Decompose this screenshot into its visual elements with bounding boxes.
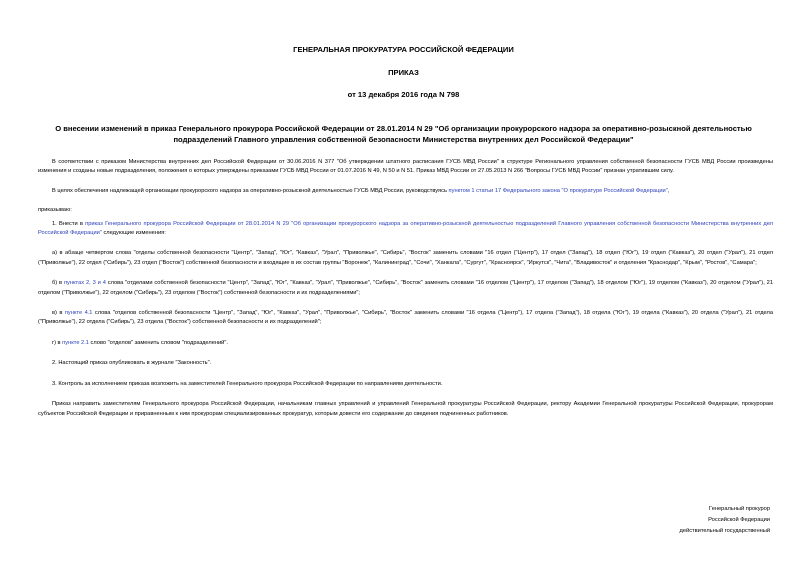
item-g: [38, 339, 773, 348]
item-2: 2. Настоящий приказ опубликовать в журнале "Законность".: [52, 360, 212, 367]
document-subject: О внесении изменений в приказ Генерального прокурора Российской Федерации от 28.01.2014 N 29 "Об организации прокурорского надзора за оперативно-розыскной деятельностью подразделений Главного управления собственной безопасности Министерства внутренних дел Российской Федерации": [55, 124, 752, 144]
signature-line-1: Генеральный прокурор: [709, 506, 770, 512]
paragraph-basis: В соответствии с приказом Министерства внутренних дел Российской Федерации от 30.06.2016 N 377 "Об утверждении штатного расписания ГУСБ МВД России" в структуре Регионального управления собственной безопасности ГУСБ МВД России произведены изменения и созданы новые подразделения, положения о которых утверждены приказами ГУСБ МВД России от 01.07.2016 N 49, N 50 и N 51. Приказ МВД России от 27.05.2013 N 266 "Вопросы ГУСБ МВД России" признан утратившим силу.: [38, 159, 773, 175]
item-v-start: в) в: [52, 310, 65, 317]
distribution-paragraph: Приказ направить заместителям Генерального прокурора Российской Федерации, начальникам главных управлений и управлений Генеральной прокуратуры Российской Федерации, ректору Академии Генеральной прокуратуры Российской Федерации, прокурорам субъектов Российской Федерации и приравненным к ним прокурорам специализированных прокуратур, которым довести его содержание до сведения подчиненных работников.: [38, 401, 773, 417]
item-3: 3. Контроль за исполнением приказа возложить на заместителей Генерального прокурора Российской Федерации по направлениям деятельности.: [52, 380, 443, 387]
document-type: ПРИКАЗ: [388, 68, 419, 77]
item-1: [38, 220, 773, 239]
signature-line-3: действительный государственный: [679, 528, 770, 534]
item-b: [38, 279, 773, 298]
item-v-end: слова "отделов собственной безопасности "Центр", "Запад", "Юг", "Кавказ", "Урал", "Приволжье", "Сибирь", "Восток" заменить словами "16 отдела ("Центр"), 17 отдела ("Запад"), 18 отдела ("Юг"), 19 отдела ("Кавказ"), 20 отдела ("Урал"), 21 отдела ("Приволжье"), 22 отдела ("Сибирь"), 23 отдела ("Восток") собственной безопасности и их подразделений";: [38, 310, 773, 326]
item-g-end: слово "отделов" заменить словом "подразделений".: [88, 339, 228, 346]
law-article-link[interactable]: пунктом 1 статьи 17 Федерального закона "О прокуратуре Российской Федерации": [448, 187, 668, 194]
document-body: [38, 158, 773, 419]
purpose-text: В целях обеспечения надлежащей организации прокурорского надзора за оперативно-розыскной деятельностью ГУСБ МВД России, руководствуясь: [52, 187, 449, 194]
order-29-link[interactable]: приказ Генерального прокурора Российской Федерации от 28.01.2014 N 29 "Об организации прокурорского надзора за оперативно-розыскной деятельностью подразделений Главного управления собственной безопасности Министерства внутренних дел Российской Федерации": [38, 220, 774, 237]
purpose-end: ,: [667, 187, 670, 194]
signature-block: [620, 504, 770, 537]
item-1-start: 1. Внести в: [52, 220, 86, 227]
date-and-number: от 13 декабря 2016 года N 798: [347, 90, 460, 99]
point-2-1-link[interactable]: пункте 2.1: [62, 339, 89, 346]
item-b-start: б) в: [52, 280, 64, 287]
item-g-start: г) в: [52, 339, 63, 346]
item-1-end: следующие изменения:: [101, 230, 166, 237]
signature-line-2: Российской Федерации: [708, 517, 770, 523]
authority-title: ГЕНЕРАЛЬНАЯ ПРОКУРАТУРА РОССИЙСКОЙ ФЕДЕРАЦИИ: [293, 45, 514, 54]
point-4-1-link[interactable]: пункте 4.1: [64, 310, 93, 317]
item-v: [38, 309, 773, 328]
points-2-3-4-link[interactable]: пунктах 2, 3 и 4: [63, 280, 106, 287]
item-a: а) в абзаце четвертом слова "отделы собственной безопасности "Центр", "Запад", "Юг", "Кавказ", "Урал", "Приволжье", "Сибирь", "Восток" заменить словами "16 отдел ("Центр"), 17 отдел ("Запад"), 18 отдел ("Юг"), 19 отдел ("Кавказ"), 20 отдел ("Урал"), 21 отдел ("Приволжье"), 22 отдел ("Сибирь"), 23 отдел ("Восток") собственной безопасности и входящие в их состав группы "Воронеж", "Калининград", "Сочи", "Ханкала", "Сургут", "Красноярск", "Иркутск", "Чита", "Владивосток" и отделения "Краснодар", "Крым", "Ростов", "Самара";: [38, 250, 773, 266]
item-b-end: слова "отделами собственной безопасности "Центр", "Запад", "Юг", "Кавказ", "Урал", "Приволжье", "Сибирь", "Восток" заменить словами "16 отделом ("Центр"), 17 отделом ("Запад"), 18 отделом ("Юг"), 19 отделом ("Кавказ"), 20 отделом ("Урал"), 21 отделом ("Приволжье"), 22 отделом ("Сибирь"), 23 отделом ("Восток") собственной безопасности и их подразделениями";: [38, 280, 773, 296]
paragraph-purpose: [38, 187, 773, 196]
order-word: приказываю:: [38, 207, 72, 214]
